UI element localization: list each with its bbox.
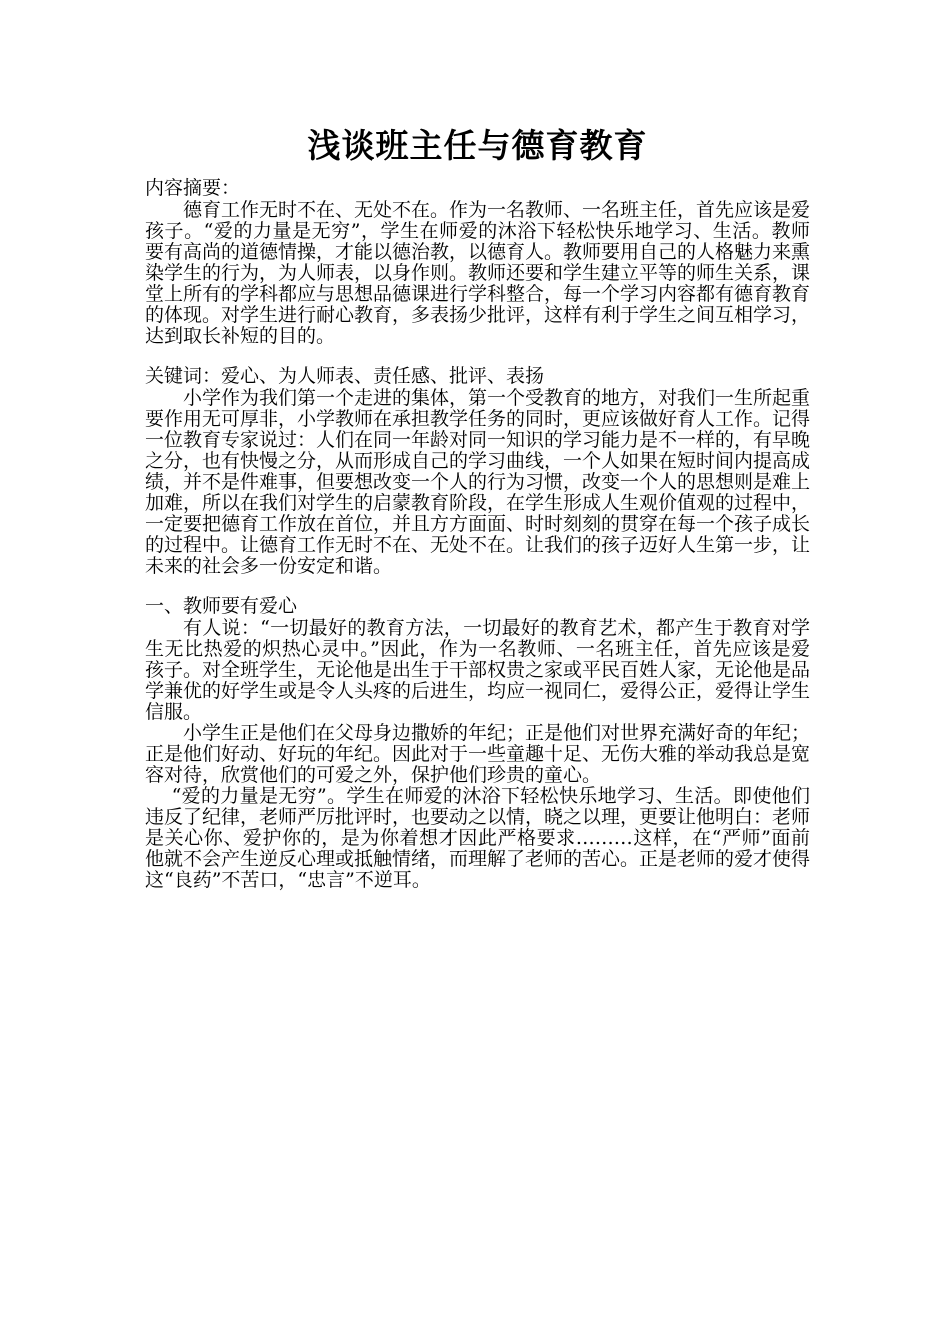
body-paragraph-3: “爱的力量是无穷”。学生在师爱的沐浴下轻松快乐地学习、生活。即使他们违反了纪律，老师严厉批评时，也要动之以情，晓之以理，更要让他明白：老师是关心你、爱护你的，是为你着想才因此严格要求………这样，在“严师”面前他就不会产生逆反心理或抵触情绪，而理解了老师的苦心。正是老师的爱才使得这“良药”不苦口，“忠言”不逆耳。 — [145, 785, 811, 891]
document-page — [145, 118, 810, 891]
abstract-label: 内容摘要： — [145, 177, 241, 199]
document-title: 浅谈班主任与德育教育 — [307, 126, 648, 165]
section-heading: 一、教师要有爱心 — [145, 595, 298, 617]
keywords-line: 关键词：爱心、为人师表、责任感、批评、表扬 — [145, 365, 545, 387]
body-paragraph-1: 有人说：“一切最好的教育方法，一切最好的教育艺术，都产生于教育对学生无比热爱的炽热心灵中。”因此，作为一名教师、一名班主任，首先应该是爱孩子。对全班学生，无论他是出生于干部权贵之家或平民百姓人家，无论他是品学兼优的好学生或是令人头疼的后进生，均应一视同仁，爱得公正，爱得让学生信服。 — [145, 617, 811, 723]
intro-paragraph: 小学作为我们第一个走进的集体，第一个受教育的地方，对我们一生所起重要作用无可厚非，小学教师在承担教学任务的同时，更应该做好育人工作。记得一位教育专家说过：人们在同一年龄对同一知识的学习能力是不一样的，有早晚之分，也有快慢之分，从而形成自己的学习曲线，一个人如果在短时间内提高成绩，并不是件难事，但要想改变一个人的行为习惯，改变一个人的思想则是难上加难，所以在我们对学生的启蒙教育阶段，在学生形成人生观价值观的过程中，一定要把德育工作放在首位，并且方方面面、时时刻刻的贯穿在每一个孩子成长的过程中。让德育工作无时不在、无处不在。让我们的孩子迈好人生第一步，让未来的社会多一份安定和谐。 — [145, 387, 811, 577]
body-paragraph-2: 小学生正是他们在父母身边撒娇的年纪；正是他们对世界充满好奇的年纪；正是他们好动、好玩的年纪。因此对于一些童趣十足、无伤大雅的举动我总是宽容对待，欣赏他们的可爱之外，保护他们珍贵的童心。 — [145, 722, 811, 786]
abstract-paragraph: 德育工作无时不在、无处不在。作为一名教师、一名班主任，首先应该是爱孩子。“爱的力量是无穷”，学生在师爱的沐浴下轻松快乐地学习、生活。教师要有高尚的道德情操，才能以德治教，以德育人。教师要用自己的人格魅力来熏染学生的行为，为人师表，以身作则。教师还要和学生建立平等的师生关系，课堂上所有的学科都应与思想品德课进行学科整合，每一个学习内容都有德育教育的体现。对学生进行耐心教育，多表扬少批评，这样有利于学生之间互相学习，达到取长补短的目的。 — [145, 199, 811, 347]
